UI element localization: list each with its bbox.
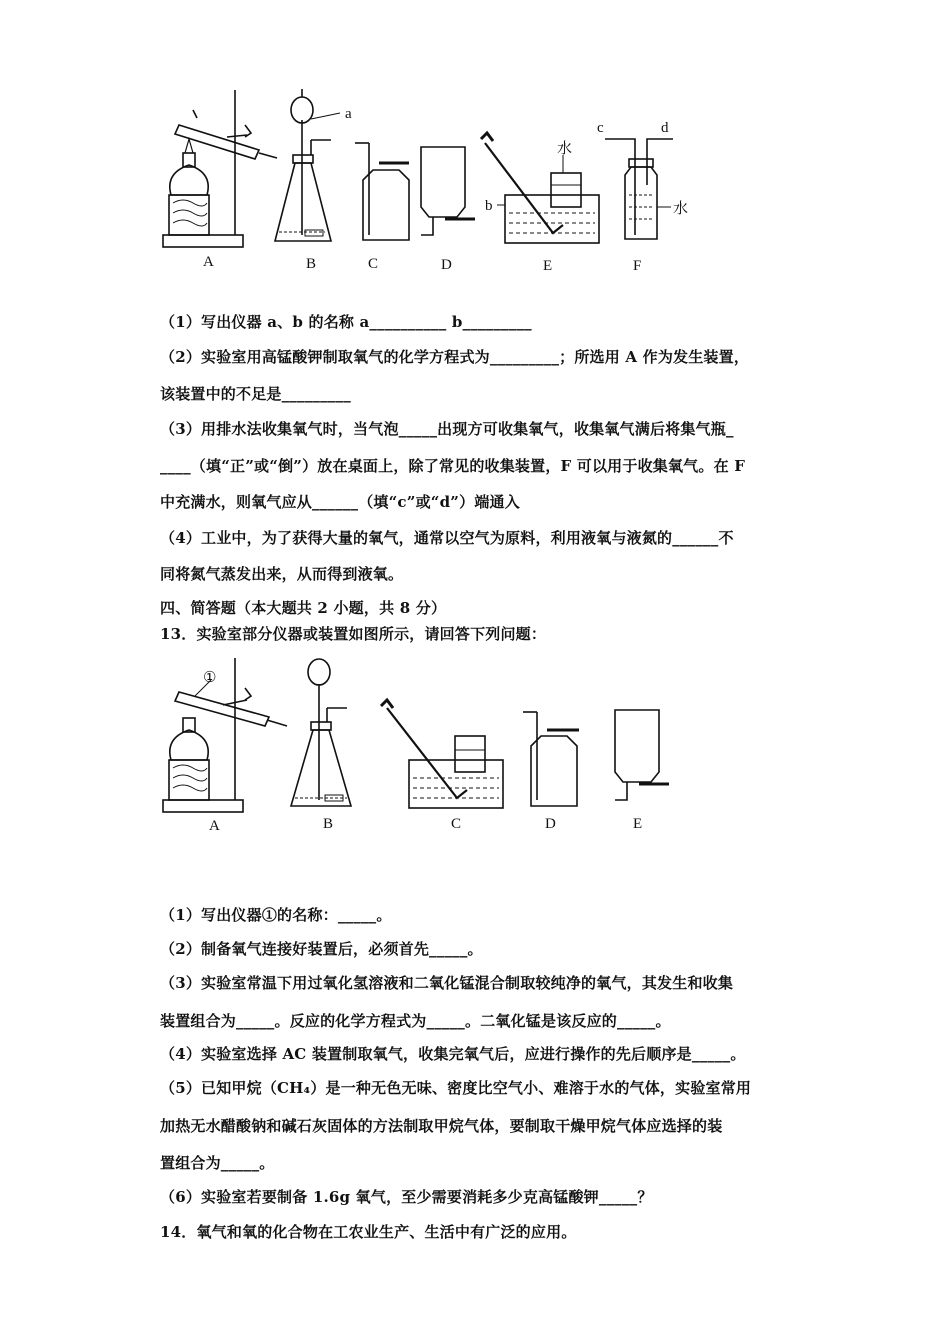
fig1-annotation-water-e: 水 <box>557 141 573 157</box>
fig2-label-d: D <box>545 816 556 832</box>
fig2-circle-label: ① <box>203 670 217 686</box>
q14-title: 14．氧气和氧的化合物在工农业生产、生活中有广泛的应用。 <box>160 1223 577 1241</box>
fig1-annotation-d: d <box>661 120 669 136</box>
q13-part5-line2: 加热无水醋酸钠和碱石灰固体的方法制取甲烷气体，要制取干燥甲烷气体应选择的装 <box>160 1117 723 1135</box>
fig2-apparatus-d <box>523 712 579 806</box>
fig2-apparatus-c <box>381 700 503 808</box>
fig1-label-f: F <box>633 258 642 274</box>
q13-title: 13．实验室部分仪器或装置如图所示，请回答下列问题： <box>160 625 547 643</box>
fig1-label-c: C <box>368 256 379 272</box>
apparatus-a-heating-setup <box>163 90 277 247</box>
fig2-apparatus-b <box>291 659 351 806</box>
apparatus-f-wash-bottle <box>605 139 673 239</box>
q13-part3-line2: 装置组合为_____。反应的化学方程式为_____。二氧化锰是该反应的_____。 <box>160 1012 671 1030</box>
fig1-annotation-c: c <box>597 120 604 136</box>
q12-part4-line1: （4）工业中，为了获得大量的氧气，通常以空气为原料，利用液氧与液氮的______不 <box>160 529 734 547</box>
q12-part3-line1: （3）用排水法收集氧气时，当气泡_____出现方可收集氧气，收集氧气满后将集气瓶_ <box>160 420 734 438</box>
q13-part3-line1: （3）实验室常温下用过氧化氢溶液和二氧化锰混合制取较纯净的氧气，其发生和收集 <box>160 974 734 992</box>
fig1-annotation-water-f: 水 <box>673 201 689 217</box>
q12-part2-line1: （2）实验室用高锰酸钾制取氧气的化学方程式为_________；所选用 A 作为发生装置， <box>160 348 750 366</box>
fig1-annotation-b: b <box>485 198 493 214</box>
q13-part2: （2）制备氧气连接好装置后，必须首先_____。 <box>160 940 483 958</box>
q12-part3-line3: 中充满水，则氧气应从______（填“c”或“d”）端通入 <box>160 493 520 511</box>
q13-part6: （6）实验室若要制备 1.6g 氧气，至少需要消耗多少克高锰酸钾_____？ <box>160 1188 653 1206</box>
apparatus-c-bottle <box>355 143 409 240</box>
fig2-apparatus-e <box>615 710 669 800</box>
fig1-annotation-a: a <box>345 106 352 122</box>
q12-part3-line2: ____（填“正”或“倒”）放在桌面上，除了常见的收集装置，F 可以用于收集氧气。在 F <box>160 457 746 475</box>
q12-part1: （1）写出仪器 a、b 的名称 a__________ b_________ <box>160 313 532 331</box>
apparatus-b-flask <box>275 89 340 241</box>
fig2-label-a: A <box>209 818 220 834</box>
apparatus-figure-1 <box>155 85 715 280</box>
fig2-label-e: E <box>633 816 643 832</box>
fig2-apparatus-a <box>163 658 287 812</box>
fig2-label-c: C <box>451 816 462 832</box>
section-header: 四、简答题（本大题共 2 小题，共 8 分） <box>160 599 447 617</box>
fig2-label-b: B <box>323 816 334 832</box>
apparatus-d-bottle <box>421 147 475 235</box>
apparatus-figure-2 <box>155 650 675 840</box>
q13-part1: （1）写出仪器①的名称：_____。 <box>160 906 392 924</box>
q13-part4: （4）实验室选择 AC 装置制取氧气，收集完氧气后，应进行操作的先后顺序是_____。 <box>160 1045 746 1063</box>
q12-part2-line2: 该装置中的不足是_________ <box>160 385 351 403</box>
q12-part4-line2: 同将氮气蒸发出来，从而得到液氧。 <box>160 565 404 583</box>
fig1-label-e: E <box>543 258 553 274</box>
fig1-label-b: B <box>306 256 317 272</box>
fig1-label-a: A <box>203 254 214 270</box>
q13-part5-line3: 置组合为_____。 <box>160 1154 275 1172</box>
apparatus-e-trough <box>481 133 599 243</box>
fig1-label-d: D <box>441 257 452 273</box>
q13-part5-line1: （5）已知甲烷（CH₄）是一种无色无味、密度比空气小、难溶于水的气体，实验室常用 <box>160 1079 752 1097</box>
